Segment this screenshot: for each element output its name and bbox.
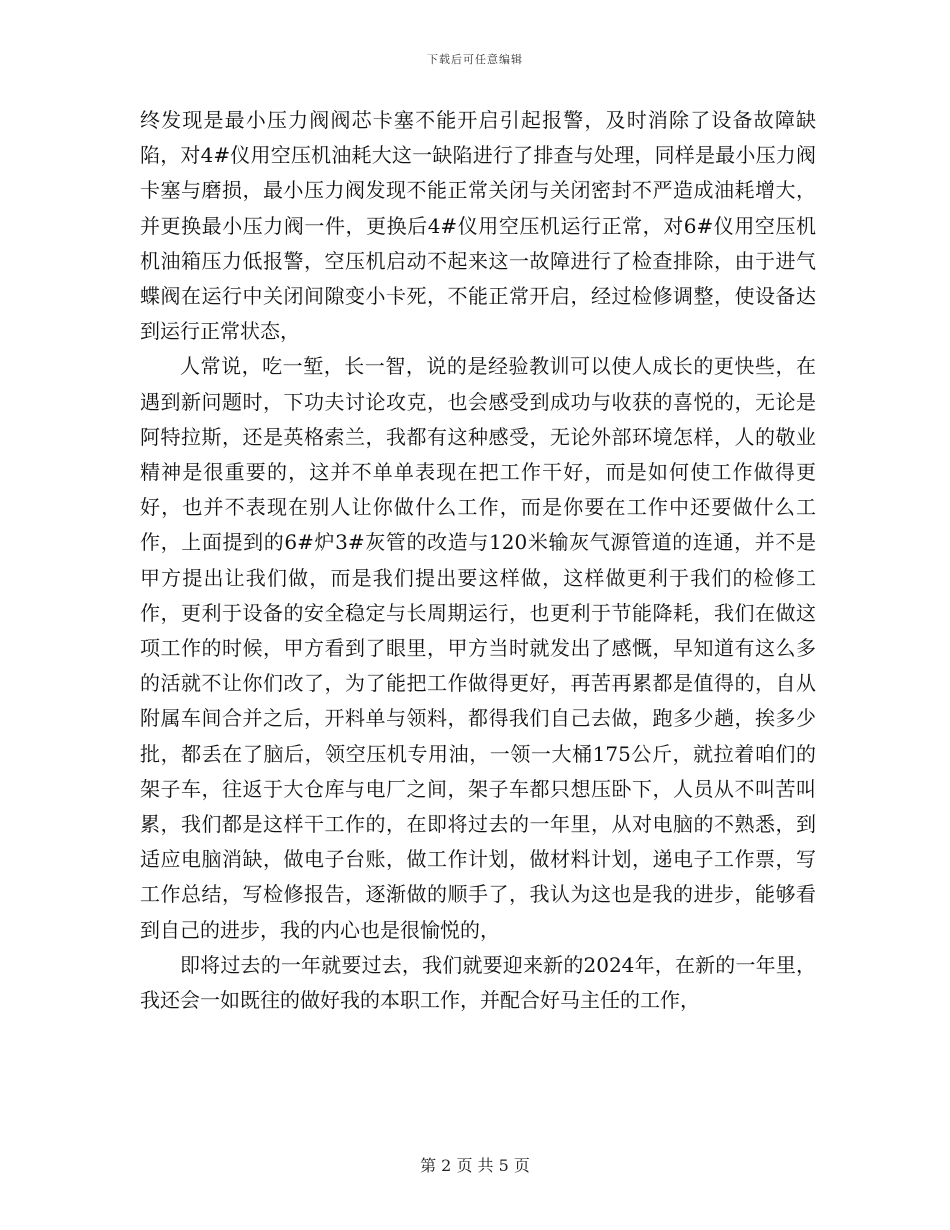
- paragraph-1: 终发现是最小压力阀阀芯卡塞不能开启引起报警，及时消除了设备故障缺陷，对4#仪用空压机油耗大这一缺陷进行了排查与处理，同样是最小压力阀卡塞与磨损，最小压力阀发现不能正常关闭与关闭密封不严造成油耗增大，并更换最小压力阀一件，更换后4#仪用空压机运行正常，对6#仪用空压机机油箱压力低报警，空压机启动不起来这一故障进行了检查排除，由于进气蝶阀在运行中关闭间隙变小卡死，不能正常开启，经过检修调整，使设备达到运行正常状态，: [140, 108, 816, 344]
- page-header: 下载后可任意编辑: [427, 53, 523, 66]
- document-body: [140, 103, 816, 1018]
- paragraph-2: 人常说，吃一堑，长一智，说的是经验教训可以使人成长的更快些，在遇到新问题时，下功夫讨论攻克，也会感受到成功与收获的喜悦的，无论是阿特拉斯，还是英格索兰，我都有这种感受，无论外部环境怎样，人的敬业精神是很重要的，这并不单单表现在把工作干好，而是如何使工作做得更好，也并不表现在别人让你做什么工作，而是你要在工作中还要做什么工作，上面提到的6#炉3#灰管的改造与120米输灰气源管道的连通，并不是甲方提出让我们做，而是我们提出要这样做，这样做更利于我们的检修工作，更利于设备的安全稳定与长周期运行，也更利于节能降耗，我们在做这项工作的时候，甲方看到了眼里，甲方当时就发出了感慨，早知道有这么多的活就不让你们改了，为了能把工作做得更好，再苦再累都是值得的，自从附属车间合并之后，开料单与领料，都得我们自己去做，跑多少趟，挨多少批，都丢在了脑后，领空压机专用油，一领一大桶175公斤，就拉着咱们的架子车，往返于大仓库与电厂之间，架子车都只想压卧下，人员从不叫苦叫累，我们都是这样干工作的，在即将过去的一年里，从对电脑的不熟悉，到适应电脑消缺，做电子台账，做工作计划，做材料计划，递电子工作票，写工作总结，写检修报告，逐渐做的顺手了，我认为这也是我的进步，能够看到自己的进步，我的内心也是很愉悦的，: [140, 354, 816, 942]
- page-number-footer: 第 2 页 共 5 页: [420, 1156, 530, 1175]
- paragraph-3: 即将过去的一年就要过去，我们就要迎来新的2024年，在新的一年里，我还会一如既往的做好我的本职工作，并配合好马主任的工作，: [140, 952, 816, 1013]
